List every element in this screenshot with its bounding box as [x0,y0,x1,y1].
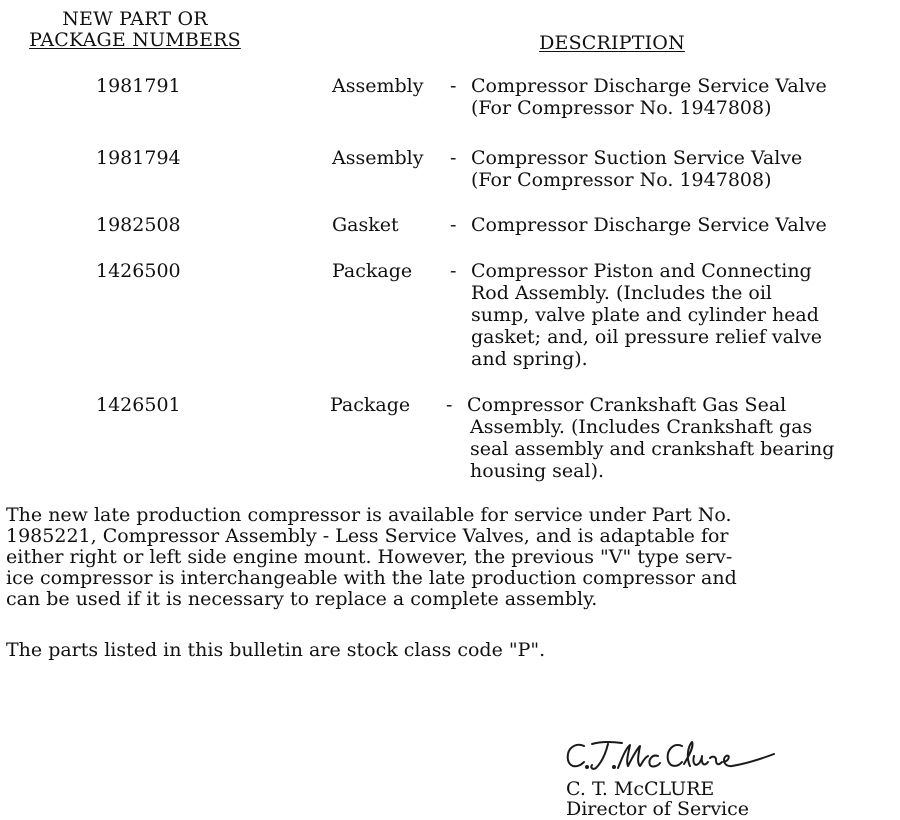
part-description [471,260,900,370]
part-description-line: Assembly. (Includes Crankshaft gas [470,416,813,438]
column-header-part-numbers-line1: NEW PART OR [62,8,208,30]
part-description [471,147,900,191]
part-category: Gasket [332,214,399,236]
paragraph-line: either right or left side engine mount. However, the previous "V" type serv- [6,546,733,568]
paragraph-line: ice compressor is interchangeable with the late production compressor and [6,567,737,589]
part-category: Assembly [332,75,424,97]
part-dash: - [450,147,457,169]
part-description-line: (For Compressor No. 1947808) [471,169,772,191]
stock-class-paragraph [6,640,896,661]
part-description-line: housing seal). [470,460,605,482]
part-category: Assembly [332,147,424,169]
part-description-line: Compressor Discharge Service Valve [471,214,827,236]
part-description-line: Compressor Piston and Connecting [471,260,812,282]
part-number: 1982508 [96,214,181,236]
part-dash: - [450,260,457,282]
part-category: Package [330,394,411,416]
part-number: 1426501 [96,394,181,416]
paragraph-line: The parts listed in this bulletin are stock class code "P". [6,639,546,661]
part-number: 1426500 [96,260,181,282]
part-description-line: Rod Assembly. (Includes the oil [471,282,773,304]
part-number: 1981794 [96,147,181,169]
part-description-line: sump, valve plate and cylinder head [471,304,819,326]
part-description-line: seal assembly and crankshaft bearing [470,438,835,460]
part-dash: - [446,394,453,416]
part-description [471,75,900,119]
signer-name: C. T. McCLURE [566,778,715,800]
column-header-part-numbers [4,9,266,51]
part-description-line: Compressor Crankshaft Gas Seal [467,394,787,416]
service-note-paragraph [6,505,896,610]
paragraph-line: The new late production compressor is available for service under Part No. [6,504,732,526]
signer-block [566,779,749,819]
part-number: 1981791 [96,75,181,97]
part-dash: - [450,75,457,97]
part-description [467,394,900,482]
signer-title: Director of Service [566,798,750,820]
part-description-line: Compressor Discharge Service Valve [471,75,827,97]
part-description-line: (For Compressor No. 1947808) [471,97,772,119]
column-header-description: DESCRIPTION [539,32,685,54]
paragraph-line: can be used if it is necessary to replace a complete assembly. [6,588,598,610]
part-dash: - [450,214,457,236]
part-description-line: gasket; and, oil pressure relief valve [471,326,823,348]
part-description [471,214,900,236]
part-description-line: Compressor Suction Service Valve [471,147,803,169]
paragraph-line: 1985221, Compressor Assembly - Less Service Valves, and is adaptable for [6,525,729,547]
handwritten-signature [562,736,782,776]
part-description-line: and spring). [471,348,588,370]
column-header-part-numbers-line2: PACKAGE NUMBERS [29,29,241,51]
part-category: Package [332,260,413,282]
